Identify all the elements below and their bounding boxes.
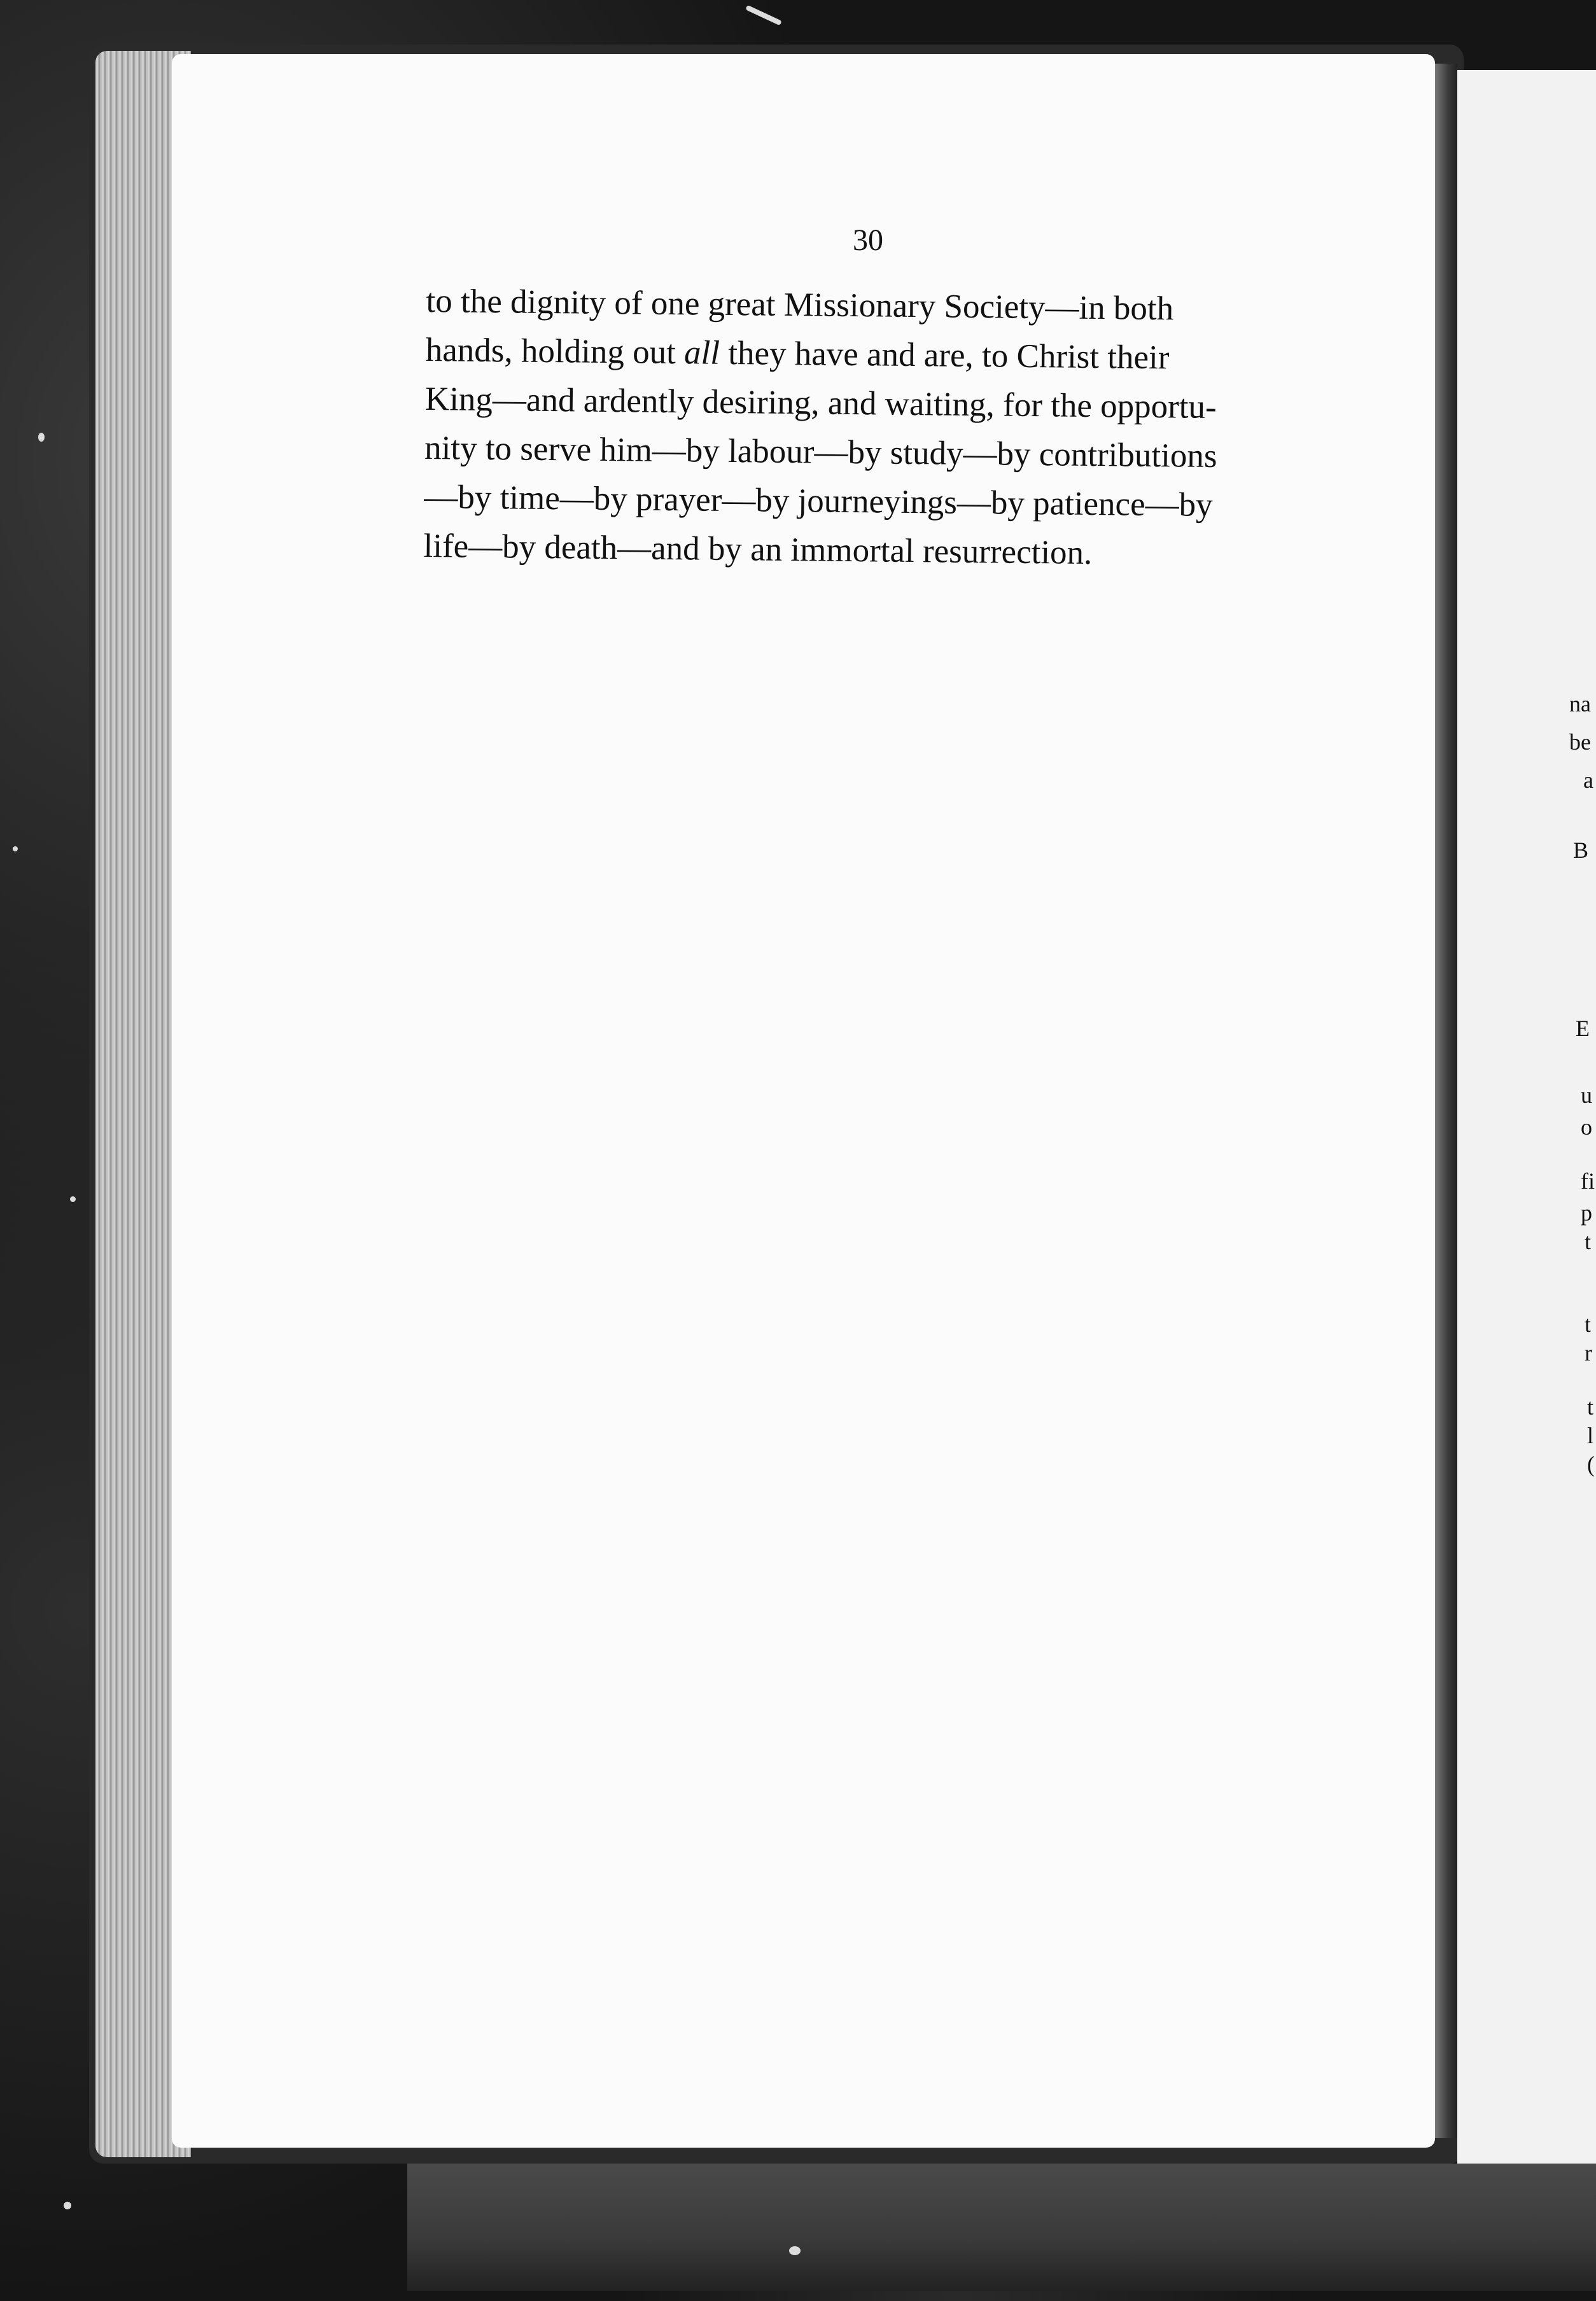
facing-fragment: o <box>1581 1114 1592 1140</box>
text-line-5: —by time—by prayer—by journeyings—by patience—by <box>424 478 1213 524</box>
text-line-6: life—by death—and by an immortal resurrection. <box>423 527 1093 571</box>
facing-fragment: B <box>1573 837 1589 863</box>
facing-fragment: p <box>1581 1200 1592 1226</box>
facing-fragment: na <box>1569 691 1591 717</box>
book-bottom-strip <box>407 2164 1596 2291</box>
book-gutter <box>1435 64 1457 2138</box>
body-text <box>423 277 1324 580</box>
facing-page <box>1457 70 1596 2164</box>
scan-speck <box>13 846 18 851</box>
facing-fragment: l <box>1587 1423 1594 1448</box>
scan-speck <box>70 1196 76 1202</box>
facing-fragment: t <box>1587 1394 1594 1420</box>
page-number: 30 <box>853 223 883 257</box>
facing-fragment: be <box>1569 729 1591 755</box>
facing-fragment: a <box>1583 767 1593 793</box>
text-line-2-before: hands, holding out <box>425 331 685 372</box>
text-line-1: to the dignity of one great Missionary Society—in both <box>426 282 1174 328</box>
scan-speck <box>64 2202 71 2209</box>
text-line-2-after: they have and are, to Christ their <box>719 334 1170 377</box>
text-line-4: nity to serve him—by labour—by study—by contributions <box>424 429 1217 475</box>
scan-speck <box>789 2246 801 2255</box>
facing-fragment: r <box>1585 1340 1592 1366</box>
text-line-2-italic: all <box>683 334 720 372</box>
scan-speck <box>38 433 45 442</box>
text-line-2 <box>425 326 1323 384</box>
facing-fragment: ( <box>1587 1451 1595 1477</box>
facing-fragment: E <box>1576 1016 1590 1041</box>
facing-fragment: u <box>1581 1082 1592 1108</box>
facing-fragment: t <box>1585 1311 1592 1337</box>
facing-fragment: fi <box>1581 1168 1595 1194</box>
text-line-3: King—and ardently desiring, and waiting, for the opportu- <box>424 380 1217 426</box>
facing-fragment: t <box>1585 1229 1592 1254</box>
